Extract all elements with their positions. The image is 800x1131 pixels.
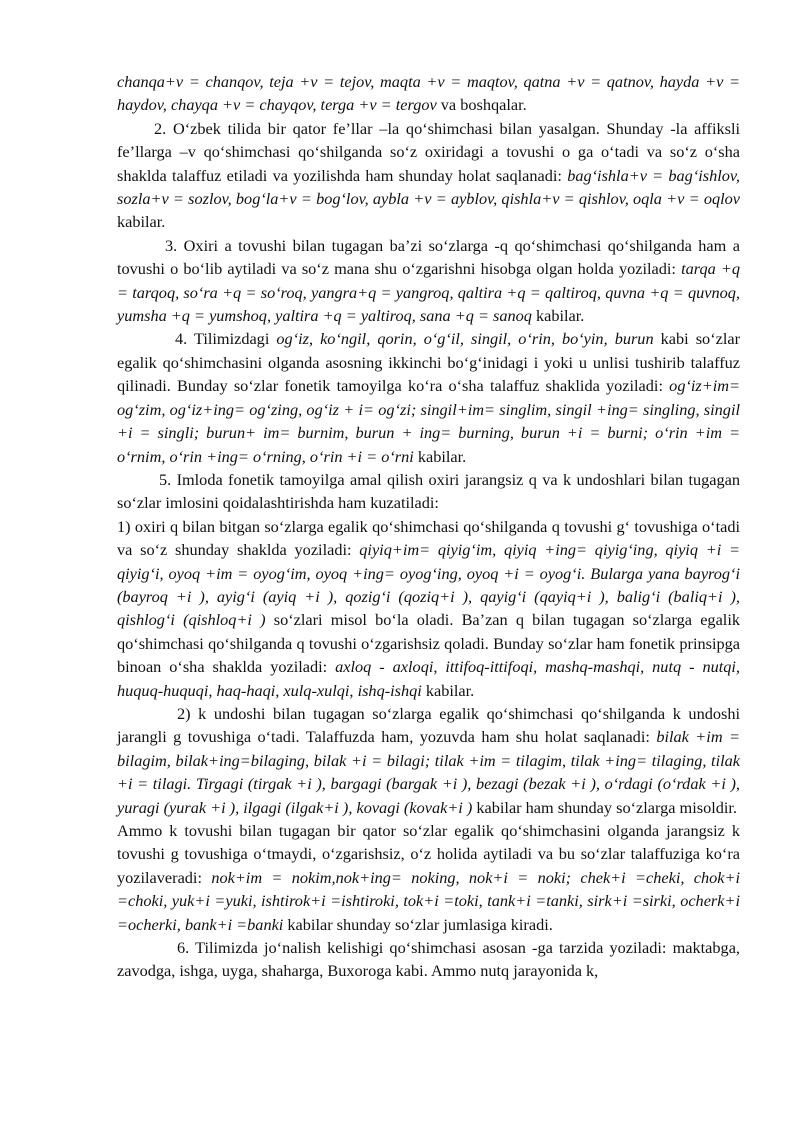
example-text: bilak +im = bilagim, bilak+ing=bilaging, bilak +i = bilagi; tilak +im = tilagim, tilak +ing= tilaging, tilak +i = tilagi. Tirgagi (tirgak +i ), bargagi (bargak +i ), bezagi (bezak +i ), o‘rdagi (o‘rdak +i ), yuragi (yurak +i ), ilgagi (ilgak+i ), kovagi (kovak+i ) xyxy=(117,727,741,817)
paragraph-rule-5-2 xyxy=(117,702,740,819)
body-text: 4. Tilimizdagi xyxy=(175,329,277,349)
example-text: tarqa +q = tarqoq, so‘ra +q = so‘roq, yangra+q = yangroq, qaltira +q = qaltiroq, quvna +q = quvnoq, yumsha +q = yumshoq, yaltira +q = yaltiroq, sana +q = sanoq xyxy=(117,259,740,326)
paragraph-rule-4 xyxy=(117,327,740,467)
paragraph-rule-2 xyxy=(117,117,740,234)
example-text: chanqa+v = chanqov, teja +v = tejov, maqta +v = maqtov, qatna +v = qatnov, hayda +v = haydov, chayqa +v = chayqov, terga +v = tergov xyxy=(117,72,740,115)
paragraph-rule-5 xyxy=(117,468,740,515)
example-text: bag‘ishla+v = bag‘ishlov, sozla+v = sozlov, bog‘la+v = bog‘lov, aybla +v = ayblov, qishla+v = qishlov, oqla +v = oqlov xyxy=(117,165,740,209)
example-text: og‘iz, ko‘ngil, qorin, o‘g‘il, singil, o‘rin, bo‘yin, burun xyxy=(276,329,654,349)
body-text: Ammo k tovushi bilan tugagan bir qator so‘zlar egalik qo‘shimchasini olganda jarangsiz k tovushi g tovushiga o‘tmaydi, o‘zgarishsiz, o‘z holida aytiladi va bu so‘zlar talaffuziga ko‘ra yozilaveradi: xyxy=(117,821,740,887)
example-text: axloq - axloqi, ittifoq-ittifoqi, mashq-mashqi, nutq - nutqi, huquq-huquqi, haq-haqi, xulq-xulqi, ishq-ishqi xyxy=(117,657,741,700)
body-text: kabilar shunday so‘zlar jumlasiga kiradi. xyxy=(283,914,553,934)
example-text: qiyiq+im= qiyig‘im, qiyiq +ing= qiyig‘ing, qiyiq +i = qiyig‘i, oyoq +im = oyog‘im, oyoq +ing= oyog‘ing, oyoq +i = oyog‘i. Bularga yana bayrog‘i (bayroq +i ), ayig‘i (ayiq +i ), qozig‘i (qoziq+i ), qayig‘i (qayiq+i ), balig‘i (baliq+i ), qishlog‘i (qishloq+i ) xyxy=(117,540,740,630)
body-text: 1) oxiri q bilan bitgan so‘zlarga egalik qo‘shimchasi qo‘shilganda q tovushi g‘ tovushiga o‘tadi va so‘z shunday shaklda yoziladi: xyxy=(117,516,740,560)
body-text: kabilar. xyxy=(413,446,467,466)
body-text: 6. Tilimizda jo‘nalish kelishigi qo‘shimchasi asosan -ga tarzida yoziladi: maktabga, zavodga, ishga, uyga, shaharga, Buxoroga kabi. Ammo nutq jarayonida k, xyxy=(117,938,740,981)
body-text: 2. O‘zbek tilida bir qator fe’llar –la qo‘shimchasi bilan yasalgan. Shunday -la affiksli fe’llarga –v qo‘shimchasi qo‘shilganda so‘z oxiridagi a tovushi o ga o‘tadi va so‘z o‘sha shaklda talaffuz etiladi va yozilishda ham shunday holat saqlanadi: xyxy=(117,118,740,185)
body-text: kabilar. xyxy=(531,306,585,326)
paragraph-intro-examples xyxy=(117,70,740,117)
paragraph-rule-5-1 xyxy=(117,515,740,702)
body-text: kabilar. xyxy=(421,680,475,700)
example-text: nok+im = nokim,nok+ing= noking, nok+i = noki; chek+i =cheki, chok+i =choki, yuk+i =yuki, ishtirok+i =ishtiroki, tok+i =toki, tank+i =tanki, sirk+i =sirki, ocherk+i =ocherki, bank+i =banki xyxy=(117,867,740,934)
body-text: 3. Oxiri a tovushi bilan tugagan ba’zi so‘zlarga -q qo‘shimchasi qo‘shilganda ham a tovushi o bo‘lib aytiladi va so‘z mana shu o‘zgarishni hisobga olgan holda yoziladi: xyxy=(117,235,740,279)
body-text: kabi so‘zlar egalik qo‘shimchasini olganda asosning ikkinchi bo‘g‘inidagi i yoki u unlisi tushirib talaffuz qilinadi. Bunday so‘zlar fonetik tamoyilga ko‘ra o‘sha talaffuz shaklida yoziladi: xyxy=(117,329,741,396)
body-text: kabilar ham shunday so‘zlarga misoldir. xyxy=(472,797,737,817)
body-text: va boshqalar. xyxy=(436,95,527,115)
paragraph-rule-6 xyxy=(117,936,740,983)
body-text: so‘zlari misol bo‘la oladi. Ba’zan q bilan tugagan so‘zlarga egalik qo‘shimchasi qo‘shilganda q tovushi o‘zgarishsiz qoladi. Bunday so‘zlar ham fonetik prinsipga binoan o‘sha shaklda yoziladi: xyxy=(117,610,740,677)
body-text: 2) k undoshi bilan tugagan so‘zlarga egalik qo‘shimchasi qo‘shilganda k undoshi jarangli g tovushiga o‘tadi. Talaffuzda ham, yozuvda ham shu holat saqlanadi: xyxy=(117,703,740,747)
body-text: 5. Imloda fonetik tamoyilga amal qilish oxiri jarangsiz q va k undoshlari bilan tugagan so‘zlar imlosini qoidalashtirishda ham kuzatiladi: xyxy=(117,469,740,513)
body-text: kabilar. xyxy=(117,212,166,232)
document-page xyxy=(117,70,740,983)
paragraph-rule-3 xyxy=(117,234,740,328)
paragraph-rule-5-exception xyxy=(117,819,740,936)
example-text: og‘iz+im= og‘zim, og‘iz+ing= og‘zing, og‘iz + i= og‘zi; singil+im= singlim, singil +ing= singling, singil +i = singli; burun+ im= burnim, burun + ing= burning, burun +i = burni; o‘rin +im = o‘rnim, o‘rin +ing= o‘rning, o‘rin +i = o‘rni xyxy=(117,376,740,466)
